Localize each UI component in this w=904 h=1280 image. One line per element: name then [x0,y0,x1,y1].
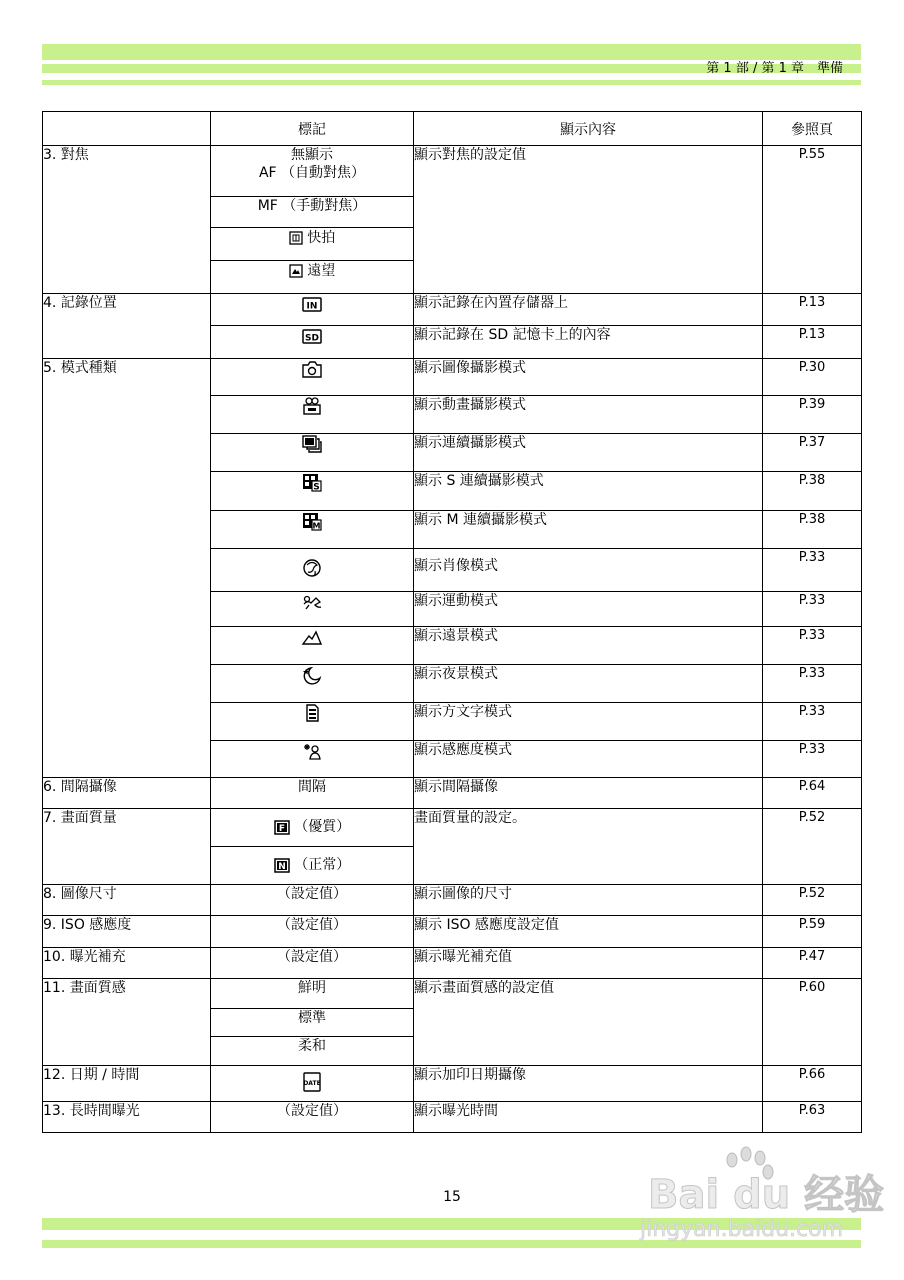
snap-focus-icon [289,231,303,245]
sports-mode-icon [301,593,323,611]
item-label: 8. 圖像尺寸 [43,885,211,916]
page-ref: P.37 [763,434,862,472]
item-label: 13. 長時間曝光 [43,1102,211,1133]
item-label: 9. ISO 感應度 [43,916,211,948]
mark-cell [211,592,414,627]
page-ref: P.33 [763,741,862,778]
page-ref: P.47 [763,948,862,979]
page-ref: P.13 [763,294,862,326]
mark-cell [211,146,414,197]
mark-cell: （設定值） [211,885,414,916]
mark-cell [211,511,414,549]
page-ref: P.39 [763,396,862,434]
page-ref: P.38 [763,472,862,511]
mark-cell: 間隔 [211,778,414,809]
table-row [43,979,862,1009]
table-row [43,1066,862,1102]
page-ref: P.64 [763,778,862,809]
desc-cell: 顯示 M 連續攝影模式 [414,511,763,549]
mark-cell [211,228,414,261]
mark-line: AF （自動對焦） [258,165,366,181]
page-ref: P.52 [763,809,862,885]
camera-mode-icon [301,359,323,379]
display-items-table [42,111,862,1133]
desc-cell: 顯示圖像攝影模式 [414,359,763,396]
page-ref: P.33 [763,627,862,665]
page-ref: P.33 [763,703,862,741]
mark-line: 無顯示 [291,147,333,163]
page-ref: P.63 [763,1102,862,1133]
mark-cell [211,294,414,326]
mark-cell [211,261,414,294]
table-row [43,146,862,197]
desc-cell: 顯示畫面質感的設定值 [414,979,763,1066]
text-mode-icon [304,703,320,723]
item-label: 11. 畫面質感 [43,979,211,1066]
movie-mode-icon [301,396,323,416]
table-row [43,359,862,396]
page-ref: P.38 [763,511,862,549]
normal-quality-icon [274,858,290,873]
mark-cell [211,809,414,847]
page-ref: P.55 [763,146,862,294]
desc-cell: 顯示加印日期攝像 [414,1066,763,1102]
desc-cell: 顯示遠景模式 [414,627,763,665]
desc-cell: 顯示間隔攝像 [414,778,763,809]
svg-text:F: F [278,823,285,834]
fine-quality-icon [274,820,290,835]
watermark-logo: Bai du 经验 [648,1172,885,1218]
watermark-url: jingyan.baidu.com [640,1217,844,1242]
page-ref: P.33 [763,665,862,703]
mark-cell [211,326,414,359]
item-label: 10. 曝光補充 [43,948,211,979]
internal-memory-icon [302,297,322,312]
mark-cell: （設定值） [211,916,414,948]
mark-cell [211,1066,414,1102]
page-number: 15 [443,1189,461,1205]
header-mark: 標記 [211,112,414,146]
mark-cell [211,741,414,778]
chapter-heading: 第 1 部 / 第 1 章 準備 [706,61,843,76]
item-label: 7. 畫面質量 [43,809,211,885]
page-ref: P.33 [763,592,862,627]
table-row [43,885,862,916]
desc-cell: 顯示 S 連續攝影模式 [414,472,763,511]
page-ref: P.30 [763,359,862,396]
top-band-3 [42,80,861,85]
table-header-row [43,112,862,146]
item-label: 5. 模式種類 [43,359,211,778]
mark-text: （優質） [294,819,351,835]
desc-cell: 顯示記錄在 SD 記憶卡上的內容 [414,326,763,359]
mark-cell [211,703,414,741]
desc-cell: 顯示夜景模式 [414,665,763,703]
svg-text:SD: SD [305,333,319,343]
mark-cell: 標準 [211,1009,414,1037]
desc-cell: 顯示運動模式 [414,592,763,627]
m-continuous-icon [301,511,323,531]
mark-cell: 柔和 [211,1037,414,1066]
top-band-1 [42,44,861,60]
desc-cell: 顯示方文字模式 [414,703,763,741]
svg-text:IN: IN [306,301,318,311]
mark-cell [211,549,414,592]
table-row [43,916,862,948]
portrait-mode-icon [301,557,323,579]
item-label: 4. 記錄位置 [43,294,211,359]
header-page: 參照頁 [763,112,862,146]
page-ref: P.52 [763,885,862,916]
mark-cell [211,472,414,511]
svg-text:DATE: DATE [303,1080,321,1087]
date-imprint-icon [303,1072,321,1092]
desc-cell: 顯示 ISO 感應度設定值 [414,916,763,948]
far-focus-icon [289,264,303,278]
mark-cell [211,434,414,472]
mark-text: （正常） [294,857,351,873]
item-label: 3. 對焦 [43,146,211,294]
page-ref: P.60 [763,979,862,1066]
table-row [43,948,862,979]
mark-text: 快拍 [307,230,336,246]
svg-text:S: S [313,482,320,493]
high-sensitivity-icon [301,741,323,761]
desc-cell: 顯示肖像模式 [414,549,763,592]
page-ref: P.13 [763,326,862,359]
mark-cell: 鮮明 [211,979,414,1009]
desc-cell: 顯示感應度模式 [414,741,763,778]
svg-text:N: N [277,861,286,872]
mark-cell [211,665,414,703]
mark-cell: （設定值） [211,948,414,979]
item-label: 6. 間隔攝像 [43,778,211,809]
mark-cell [211,396,414,434]
item-label: 12. 日期 / 時間 [43,1066,211,1102]
desc-cell: 顯示圖像的尺寸 [414,885,763,916]
baidu-watermark [640,1140,885,1242]
desc-cell: 畫面質量的設定。 [414,809,763,885]
sd-card-icon [302,329,322,344]
landscape-mode-icon [301,628,323,646]
header-content: 顯示內容 [414,112,763,146]
mark-cell [211,847,414,885]
mark-text: 遠望 [307,263,336,279]
page-ref: P.33 [763,549,862,592]
desc-cell: 顯示曝光補充值 [414,948,763,979]
table-row [43,1102,862,1133]
header-blank [43,112,211,146]
table-row [43,778,862,809]
mark-cell: MF （手動對焦） [211,197,414,228]
desc-cell: 顯示連續攝影模式 [414,434,763,472]
desc-cell: 顯示記錄在內置存儲器上 [414,294,763,326]
mark-cell [211,627,414,665]
s-continuous-icon [301,472,323,492]
table-row [43,294,862,326]
continuous-mode-icon [301,434,323,454]
page-ref: P.59 [763,916,862,948]
mark-cell [211,359,414,396]
night-mode-icon [301,665,323,685]
mark-cell: （設定值） [211,1102,414,1133]
desc-cell: 顯示動畫攝影模式 [414,396,763,434]
desc-cell: 顯示對焦的設定值 [414,146,763,294]
svg-text:M: M [312,521,321,531]
page-ref: P.66 [763,1066,862,1102]
desc-cell: 顯示曝光時間 [414,1102,763,1133]
table-row [43,809,862,847]
